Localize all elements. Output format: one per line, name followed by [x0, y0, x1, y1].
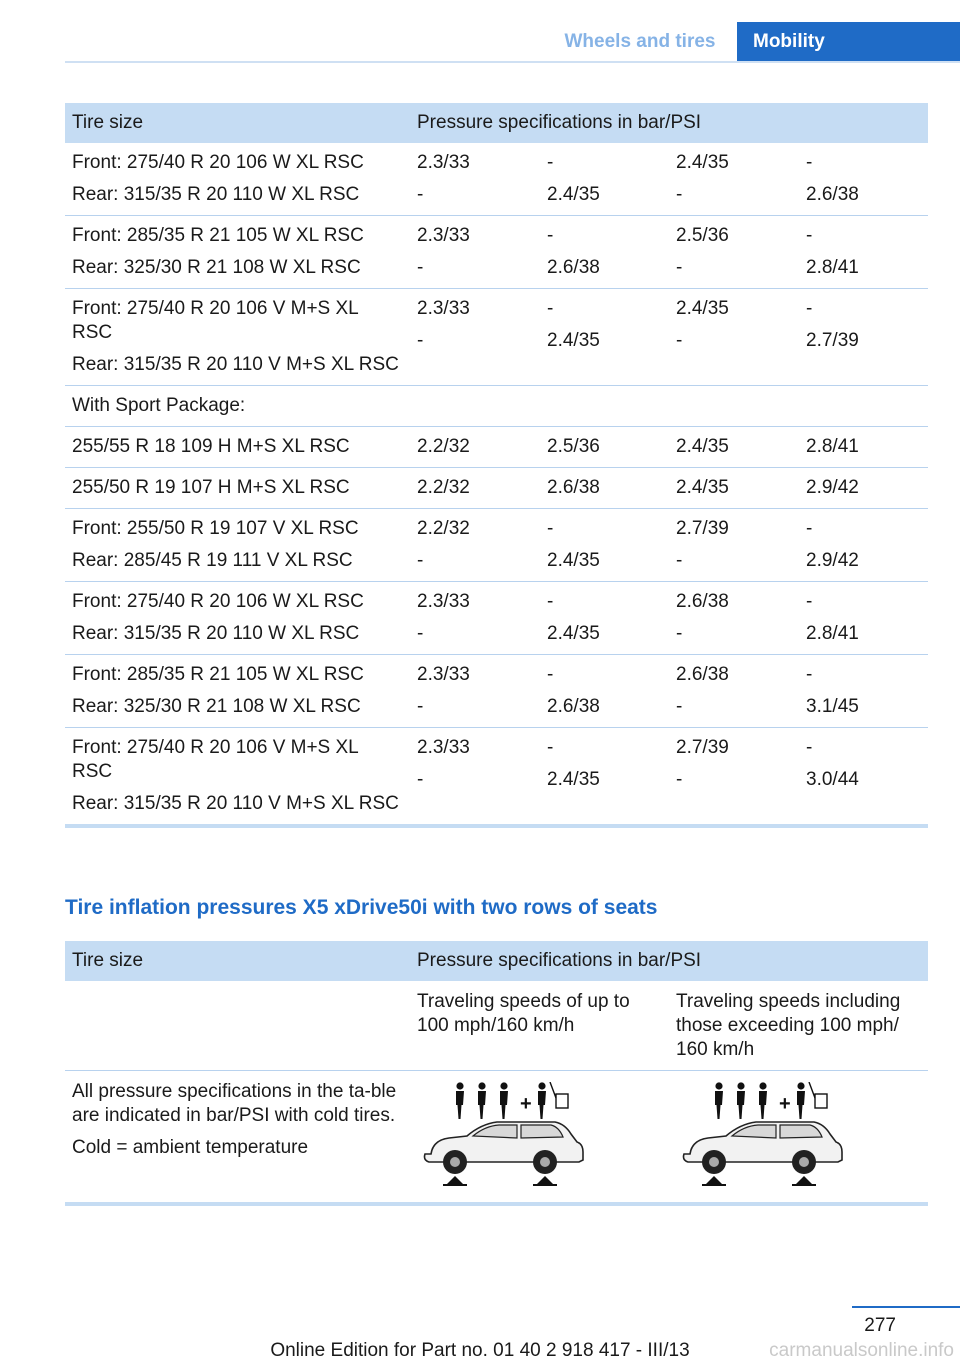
pressure-value: - [547, 591, 554, 612]
pressure-value: 2.2/32 [417, 518, 470, 539]
pressure-value: 2.7/39 [676, 737, 729, 758]
tire-size: 255/55 R 18 109 H M+S XL RSC [72, 436, 350, 457]
pressure-value: - [547, 152, 554, 173]
pressure-cell [540, 728, 669, 827]
pressure-value: - [417, 330, 424, 351]
col-tire-size: Tire size [65, 941, 410, 981]
pressure-cell [410, 427, 540, 468]
pressure-value: - [676, 330, 683, 351]
pressure-value: 2.4/35 [547, 623, 600, 644]
pressure-value: 2.3/33 [417, 225, 470, 246]
table-row [65, 427, 928, 468]
car-icon [425, 1122, 584, 1186]
tire-size: Rear: 315/35 R 20 110 V M+S XL RSC [72, 793, 399, 814]
tire-size-cell [65, 468, 410, 509]
table-row [65, 509, 928, 582]
passengers-icon [715, 1082, 805, 1119]
pressure-cell [540, 427, 669, 468]
pressure-cell [669, 582, 799, 655]
pressure-cell [799, 468, 928, 509]
pressure-table-2 [65, 941, 928, 1206]
table-header-row [65, 103, 928, 143]
table-body [65, 143, 928, 826]
header-rule [65, 61, 960, 63]
pressure-value: - [806, 152, 813, 173]
pressure-value: 2.3/33 [417, 737, 470, 758]
tire-size-cell [65, 655, 410, 728]
pressure-value: 2.3/33 [417, 298, 470, 319]
pressure-cell [410, 289, 540, 386]
table-row [65, 216, 928, 289]
pressure-cell [540, 468, 669, 509]
pressure-value: 2.4/35 [676, 477, 729, 498]
pressure-cell [410, 655, 540, 728]
tire-size-cell [65, 728, 410, 827]
page-number-rule [852, 1306, 960, 1308]
tire-size: Front: 285/35 R 21 105 W XL RSC [72, 225, 364, 246]
pressure-cell [799, 427, 928, 468]
pressure-value: 2.3/33 [417, 591, 470, 612]
tire-size: Front: 275/40 R 20 106 V M+S XL RSC [72, 298, 359, 343]
pressure-cell [799, 216, 928, 289]
pressure-value: 2.4/35 [676, 298, 729, 319]
pressure-cell [410, 216, 540, 289]
table-header-row [65, 941, 928, 981]
pressure-value: 2.4/35 [676, 152, 729, 173]
tire-size: Rear: 315/35 R 20 110 W XL RSC [72, 623, 360, 644]
pressure-cell [410, 728, 540, 827]
tire-size: Rear: 315/35 R 20 110 V M+S XL RSC [72, 354, 399, 375]
pressure-value: - [417, 257, 424, 278]
col-pressure-spec: Pressure specifications in bar/PSI [410, 941, 928, 981]
pressure-value: - [806, 664, 813, 685]
table-row [65, 981, 928, 1071]
load-diagram-cell [410, 1071, 669, 1205]
tire-size: Front: 275/40 R 20 106 W XL RSC [72, 591, 364, 612]
pressure-value: - [417, 696, 424, 717]
tire-size: Rear: 315/35 R 20 110 W XL RSC [72, 184, 360, 205]
group-label-cell: With Sport Package: [65, 386, 928, 427]
pressure-cell [799, 143, 928, 216]
pressure-value: - [676, 769, 683, 790]
pressure-cell [669, 427, 799, 468]
luggage-icon [550, 1082, 568, 1108]
empty-cell [65, 981, 410, 1071]
car-icon [684, 1122, 843, 1186]
speed-up-to-cell: Traveling speeds of up to 100 mph/160 km/h [410, 981, 669, 1071]
page-number: 277 [864, 1315, 896, 1336]
pressure-value: - [676, 623, 683, 644]
luggage-icon [809, 1082, 827, 1108]
svg-text:+: + [779, 1093, 791, 1115]
table-row [65, 386, 928, 427]
tire-size: Front: 285/35 R 21 105 W XL RSC [72, 664, 364, 685]
pressure-value: - [417, 769, 424, 790]
pressure-value: - [806, 518, 813, 539]
pressure-value: 2.7/39 [806, 330, 859, 351]
pressure-value: 2.3/33 [417, 664, 470, 685]
pressure-value: 2.8/41 [806, 436, 859, 457]
pressure-cell [669, 468, 799, 509]
pressure-value: - [806, 591, 813, 612]
pressure-value: 2.2/32 [417, 477, 470, 498]
tire-size: Front: 255/50 R 19 107 V XL RSC [72, 518, 359, 539]
tire-size-cell [65, 509, 410, 582]
load-diagram-cell [669, 1071, 928, 1205]
pressure-value: 2.2/32 [417, 436, 470, 457]
pressure-value: - [417, 550, 424, 571]
pressure-value: 2.8/41 [806, 623, 859, 644]
tire-size-cell [65, 427, 410, 468]
tire-size: Front: 275/40 R 20 106 V M+S XL RSC [72, 737, 359, 782]
chapter-tab-mobility: Mobility [737, 22, 960, 62]
pressure-cell [669, 143, 799, 216]
table-row [65, 468, 928, 509]
pressure-value: 2.9/42 [806, 477, 859, 498]
pressure-value: 2.3/33 [417, 152, 470, 173]
pressure-cell [410, 582, 540, 655]
pressure-cell [799, 509, 928, 582]
tire-size: Rear: 325/30 R 21 108 W XL RSC [72, 696, 361, 717]
pressure-cell [799, 289, 928, 386]
pressure-cell [669, 216, 799, 289]
pressure-value: 2.8/41 [806, 257, 859, 278]
tire-size-cell [65, 143, 410, 216]
pressure-value: - [806, 225, 813, 246]
table-row [65, 582, 928, 655]
note-cell [65, 1071, 410, 1205]
tire-size-cell [65, 216, 410, 289]
pressure-value: 2.6/38 [547, 257, 600, 278]
pressure-cell [799, 582, 928, 655]
cold-tires-note: All pressure specifications in the ta-ble are indicated in bar/PSI with cold tires. [72, 1081, 397, 1126]
pressure-value: 3.0/44 [806, 769, 859, 790]
pressure-cell [669, 655, 799, 728]
pressure-cell [410, 143, 540, 216]
pressure-cell [410, 468, 540, 509]
watermark: carmanualsonline.info [769, 1340, 954, 1361]
pressure-cell [799, 655, 928, 728]
pressure-value: - [806, 737, 813, 758]
pressure-cell [540, 582, 669, 655]
tire-size-cell [65, 582, 410, 655]
svg-text:+: + [520, 1093, 532, 1115]
pressure-cell [540, 655, 669, 728]
pressure-value: - [676, 257, 683, 278]
pressure-value: - [547, 298, 554, 319]
pressure-cell [669, 509, 799, 582]
pressure-value: 2.6/38 [547, 477, 600, 498]
pressure-value: 2.5/36 [676, 225, 729, 246]
section-title: Tire inflation pressures X5 xDrive50i with two rows of seats [65, 896, 658, 919]
passengers-icon [456, 1082, 546, 1119]
pressure-value: - [676, 550, 683, 571]
pressure-value: - [417, 184, 424, 205]
pressure-value: 3.1/45 [806, 696, 859, 717]
pressure-value: 2.4/35 [547, 769, 600, 790]
section-tab-wheels-and-tires: Wheels and tires [564, 31, 716, 52]
pressure-value: - [806, 298, 813, 319]
cold-definition: Cold = ambient temperature [72, 1137, 309, 1158]
pressure-value: 2.6/38 [806, 184, 859, 205]
table-row [65, 289, 928, 386]
pressure-cell [540, 509, 669, 582]
tire-size: 255/50 R 19 107 H M+S XL RSC [72, 477, 350, 498]
pressure-cell [540, 289, 669, 386]
pressure-cell [669, 289, 799, 386]
tire-size: Rear: 285/45 R 19 111 V XL RSC [72, 550, 353, 571]
pressure-value: 2.4/35 [547, 184, 600, 205]
pressure-value: 2.4/35 [547, 330, 600, 351]
pressure-value: - [676, 696, 683, 717]
pressure-value: - [547, 737, 554, 758]
vehicle-load-icon [417, 1082, 657, 1194]
table-row [65, 655, 928, 728]
pressure-value: 2.7/39 [676, 518, 729, 539]
pressure-value: 2.6/38 [676, 591, 729, 612]
pressure-cell [410, 509, 540, 582]
pressure-cell [540, 143, 669, 216]
pressure-value: - [547, 664, 554, 685]
pressure-value: 2.4/35 [547, 550, 600, 571]
tire-size: Rear: 325/30 R 21 108 W XL RSC [72, 257, 361, 278]
col-pressure-spec: Pressure specifications in bar/PSI [410, 103, 928, 143]
table-row [65, 728, 928, 827]
pressure-cell [669, 728, 799, 827]
tire-size: Front: 275/40 R 20 106 W XL RSC [72, 152, 364, 173]
pressure-value: 2.6/38 [547, 696, 600, 717]
pressure-value: 2.9/42 [806, 550, 859, 571]
edition-footer: Online Edition for Part no. 01 40 2 918 417 - III/13 [270, 1340, 690, 1361]
speed-exceeding-cell: Traveling speeds including those exceeding 100 mph/ 160 km/h [669, 981, 928, 1071]
pressure-value: 2.4/35 [676, 436, 729, 457]
pressure-value: - [676, 184, 683, 205]
pressure-value: 2.5/36 [547, 436, 600, 457]
vehicle-load-icon [676, 1082, 916, 1194]
pressure-value: - [547, 518, 554, 539]
pressure-cell [540, 216, 669, 289]
pressure-value: - [547, 225, 554, 246]
pressure-value: 2.6/38 [676, 664, 729, 685]
pressure-cell [799, 728, 928, 827]
tire-size-cell [65, 289, 410, 386]
table-row [65, 143, 928, 216]
pressure-table-1 [65, 103, 928, 828]
pressure-value: - [417, 623, 424, 644]
table-row [65, 1071, 928, 1205]
col-tire-size: Tire size [65, 103, 410, 143]
